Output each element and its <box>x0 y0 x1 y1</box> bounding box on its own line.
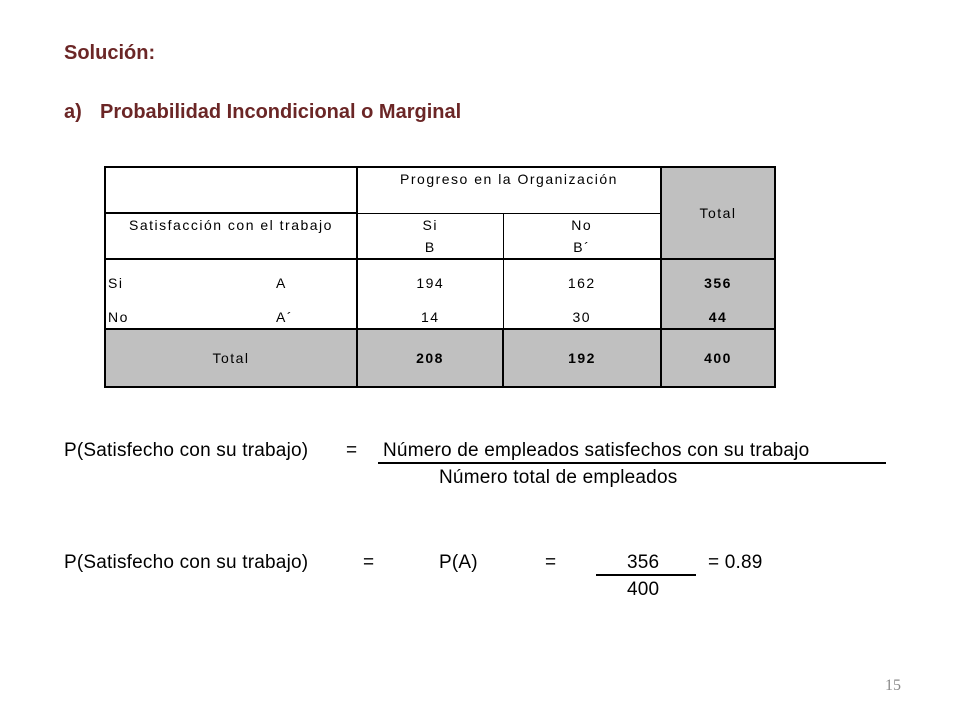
totals-total: 400 <box>661 329 775 387</box>
formula1-lhs: P(Satisfecho con su trabajo) <box>64 440 309 461</box>
cell-no-no: 30 <box>503 306 661 329</box>
formula2-fraction-bar <box>596 574 696 576</box>
formula2-lhs: P(Satisfecho con su trabajo) <box>64 552 309 573</box>
progress-group-header <box>357 167 661 213</box>
formula1-equals: = <box>346 440 358 461</box>
satisfaction-row-header <box>105 213 357 259</box>
row-si-key: A <box>276 275 287 291</box>
satisfaction-label: Satisfacción con el trabajo <box>129 217 333 233</box>
formula2-equals-2: = <box>545 552 557 573</box>
table-corner-cell <box>105 167 357 213</box>
formula2-result: = 0.89 <box>708 552 763 573</box>
totals-si: 208 <box>357 329 503 387</box>
formula2-denominator: 400 <box>627 579 660 600</box>
table-row <box>105 259 775 306</box>
formula2-pa: P(A) <box>439 552 478 573</box>
totals-row-label: Total <box>105 329 357 387</box>
col-no-key: B´ <box>573 238 591 255</box>
section-heading <box>64 101 461 124</box>
contingency-table <box>104 166 776 388</box>
col-si-label: Si <box>422 216 438 233</box>
page-number: 15 <box>885 677 901 694</box>
formula2-equals-1: = <box>363 552 375 573</box>
table-row-totals <box>105 329 775 387</box>
progress-group-label: Progreso en la Organización <box>400 171 618 187</box>
col-si-key: B <box>424 238 436 255</box>
formula1-numerator: Número de empleados satisfechos con su trabajo <box>383 440 810 461</box>
row-label-si <box>105 259 357 306</box>
cell-no-si: 14 <box>357 306 503 329</box>
section-title: Probabilidad Incondicional o Marginal <box>100 101 462 123</box>
table-row <box>105 306 775 329</box>
col-no-label: No <box>571 216 593 233</box>
cell-no-total: 44 <box>661 306 775 329</box>
row-label-no <box>105 306 357 329</box>
section-letter: a) <box>64 101 82 123</box>
formula1-denominator: Número total de empleados <box>439 467 678 488</box>
total-column-label: Total <box>699 205 737 221</box>
formula1-fraction-bar <box>378 462 886 464</box>
row-no-label: No <box>108 309 129 325</box>
cell-si-si: 194 <box>357 259 503 306</box>
totals-no: 192 <box>503 329 661 387</box>
solution-heading: Solución: <box>64 42 156 64</box>
col-header-si <box>357 213 503 259</box>
row-no-key: A´ <box>276 309 293 325</box>
total-column-header <box>661 167 775 259</box>
cell-si-total: 356 <box>661 259 775 306</box>
cell-si-no: 162 <box>503 259 661 306</box>
col-header-no <box>503 213 661 259</box>
formula2-numerator: 356 <box>627 552 660 573</box>
row-si-label: Si <box>108 275 124 291</box>
